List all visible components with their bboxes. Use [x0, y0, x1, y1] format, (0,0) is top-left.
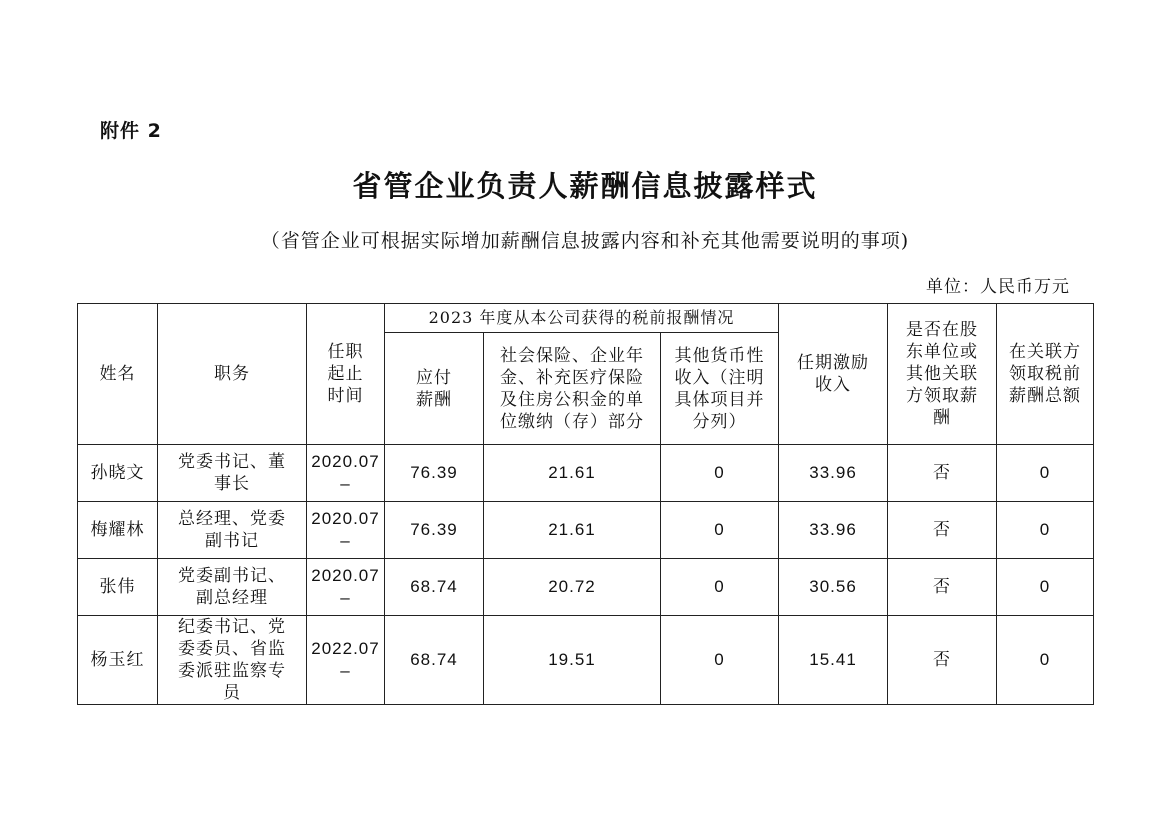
unit-label: 单位：人民币万元 — [926, 277, 1070, 297]
cell-social: 20.72 — [484, 559, 661, 616]
cell-name: 梅耀林 — [78, 502, 158, 559]
cell-related: 否 — [888, 445, 997, 502]
cell-payable: 68.74 — [385, 616, 484, 705]
cell-position-text: 纪委书记、党委委员、省监委派驻监察专员 — [177, 617, 286, 703]
attachment-label: 附件 2 — [100, 120, 162, 142]
header-incentive-text: 任期激励收入 — [797, 353, 870, 395]
cell-incentive: 15.41 — [779, 616, 888, 705]
page-subtitle: （省管企业可根据实际增加薪酬信息披露内容和补充其他需要说明的事项) — [260, 230, 910, 252]
cell-related: 否 — [888, 559, 997, 616]
cell-related-total: 0 — [997, 445, 1094, 502]
cell-other: 0 — [661, 616, 779, 705]
header-related-party-text: 是否在股东单位或其他关联方领取薪酬 — [906, 320, 979, 428]
cell-term: 2020.07 – — [307, 445, 385, 502]
cell-incentive: 33.96 — [779, 445, 888, 502]
cell-name: 杨玉红 — [78, 616, 158, 705]
cell-payable: 76.39 — [385, 502, 484, 559]
cell-term: 2022.07 – — [307, 616, 385, 705]
cell-incentive: 30.56 — [779, 559, 888, 616]
cell-other: 0 — [661, 502, 779, 559]
cell-related-total: 0 — [997, 502, 1094, 559]
header-name: 姓名 — [78, 304, 158, 445]
salary-table — [77, 303, 1094, 705]
header-group: 2023 年度从本公司获得的税前报酬情况 — [385, 304, 779, 333]
table-row — [78, 445, 1094, 502]
cell-position-text: 总经理、党委副书记 — [177, 509, 286, 551]
cell-other: 0 — [661, 445, 779, 502]
cell-position — [158, 559, 307, 616]
cell-payable: 68.74 — [385, 559, 484, 616]
cell-term: 2020.07 – — [307, 502, 385, 559]
cell-related-total: 0 — [997, 616, 1094, 705]
cell-other: 0 — [661, 559, 779, 616]
header-other-income-text: 其他货币性收入（注明具体项目并分列） — [674, 345, 765, 432]
cell-position — [158, 445, 307, 502]
table-row — [78, 559, 1094, 616]
header-related-total — [997, 304, 1094, 445]
cell-related-total: 0 — [997, 559, 1094, 616]
cell-incentive: 33.96 — [779, 502, 888, 559]
cell-social: 21.61 — [484, 445, 661, 502]
header-social — [484, 333, 661, 445]
header-term-text: 任职起止时间 — [327, 342, 364, 406]
table-row — [78, 616, 1094, 705]
cell-position-text: 党委书记、董事长 — [177, 452, 286, 494]
page-title: 省管企业负责人薪酬信息披露样式 — [352, 169, 818, 203]
header-position: 职务 — [158, 304, 307, 445]
table-row — [78, 502, 1094, 559]
header-incentive — [779, 304, 888, 445]
cell-name: 张伟 — [78, 559, 158, 616]
header-other-income — [661, 333, 779, 445]
cell-related: 否 — [888, 616, 997, 705]
header-payable — [385, 333, 484, 445]
cell-social: 19.51 — [484, 616, 661, 705]
header-related-total-text: 在关联方领取税前薪酬总额 — [1009, 342, 1082, 406]
header-payable-text: 应付薪酬 — [415, 367, 452, 410]
cell-name: 孙晓文 — [78, 445, 158, 502]
header-social-text: 社会保险、企业年金、补充医疗保险及住房公积金的单位缴纳（存）部分 — [499, 345, 644, 432]
cell-position — [158, 502, 307, 559]
cell-related: 否 — [888, 502, 997, 559]
header-related-party — [888, 304, 997, 445]
cell-social: 21.61 — [484, 502, 661, 559]
header-term — [307, 304, 385, 445]
cell-term: 2020.07 – — [307, 559, 385, 616]
cell-position-text: 党委副书记、副总经理 — [177, 566, 286, 608]
cell-payable: 76.39 — [385, 445, 484, 502]
cell-position — [158, 616, 307, 705]
